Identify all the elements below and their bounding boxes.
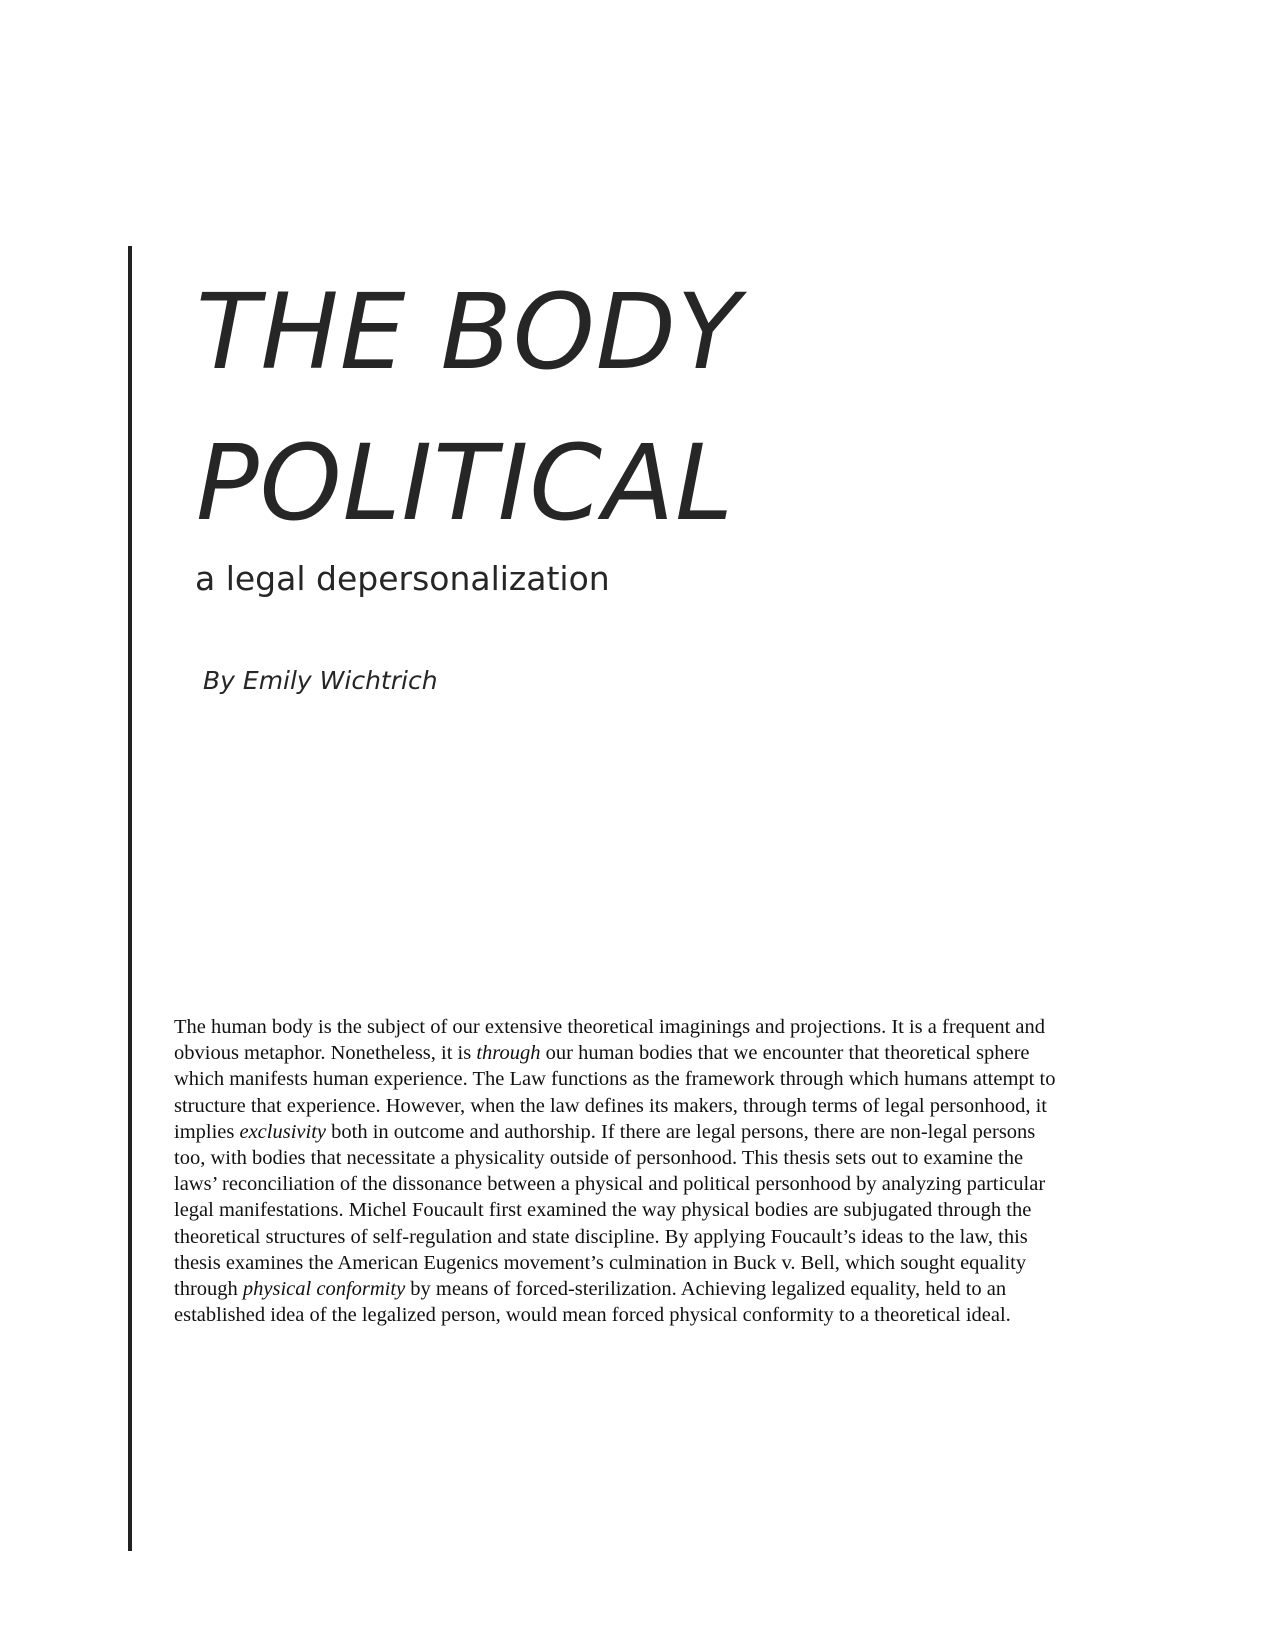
emphasis-physical-conformity: physical conformity: [242, 1278, 406, 1301]
abstract-line: established idea of the legalized person, would mean forced physical conformity to a theoretical ideal.: [174, 1304, 1011, 1327]
emphasis-exclusivity: exclusivity: [239, 1120, 326, 1143]
abstract-line: through physical conformity by means of forced-sterilization. Achieving legalized equality, held to an: [174, 1278, 1007, 1301]
emphasis-through: through: [476, 1042, 541, 1065]
abstract-line: theoretical structures of self-regulation and state discipline. By applying Foucault’s ideas to the law, this: [174, 1225, 1028, 1248]
abstract-line: laws’ reconciliation of the dissonance between a physical and political personhood by analyzing particular: [174, 1173, 1046, 1196]
abstract-line: which manifests human experience. The Law functions as the framework through which humans attempt to: [174, 1068, 1056, 1091]
author-byline: By Emily Wichtrich: [203, 666, 438, 695]
vertical-rule: [128, 246, 132, 1551]
abstract-line: obvious metaphor. Nonetheless, it is through our human bodies that we encounter that theoretical sphere: [174, 1042, 1030, 1065]
abstract-line: legal manifestations. Michel Foucault first examined the way physical bodies are subjugated through the: [174, 1199, 1032, 1222]
abstract-line: The human body is the subject of our extensive theoretical imaginings and projections. It is a frequent and: [174, 1016, 1046, 1038]
abstract-line: too, with bodies that necessitate a physicality outside of personhood. This thesis sets out to examine the: [174, 1147, 1024, 1170]
abstract-line: thesis examines the American Eugenics movement’s culmination in Buck v. Bell, which sought equality: [174, 1251, 1027, 1274]
abstract-paragraph: [174, 1014, 1164, 1328]
subtitle: a legal depersonalization: [195, 559, 610, 598]
title-line-2: POLITICAL: [196, 422, 735, 544]
abstract-line: implies exclusivity both in outcome and authorship. If there are legal persons, there are non-legal persons: [174, 1120, 1036, 1143]
title-line-1: THE BODY: [196, 271, 742, 393]
abstract-line: structure that experience. However, when the law defines its makers, through terms of legal personhood, it: [174, 1094, 1048, 1117]
